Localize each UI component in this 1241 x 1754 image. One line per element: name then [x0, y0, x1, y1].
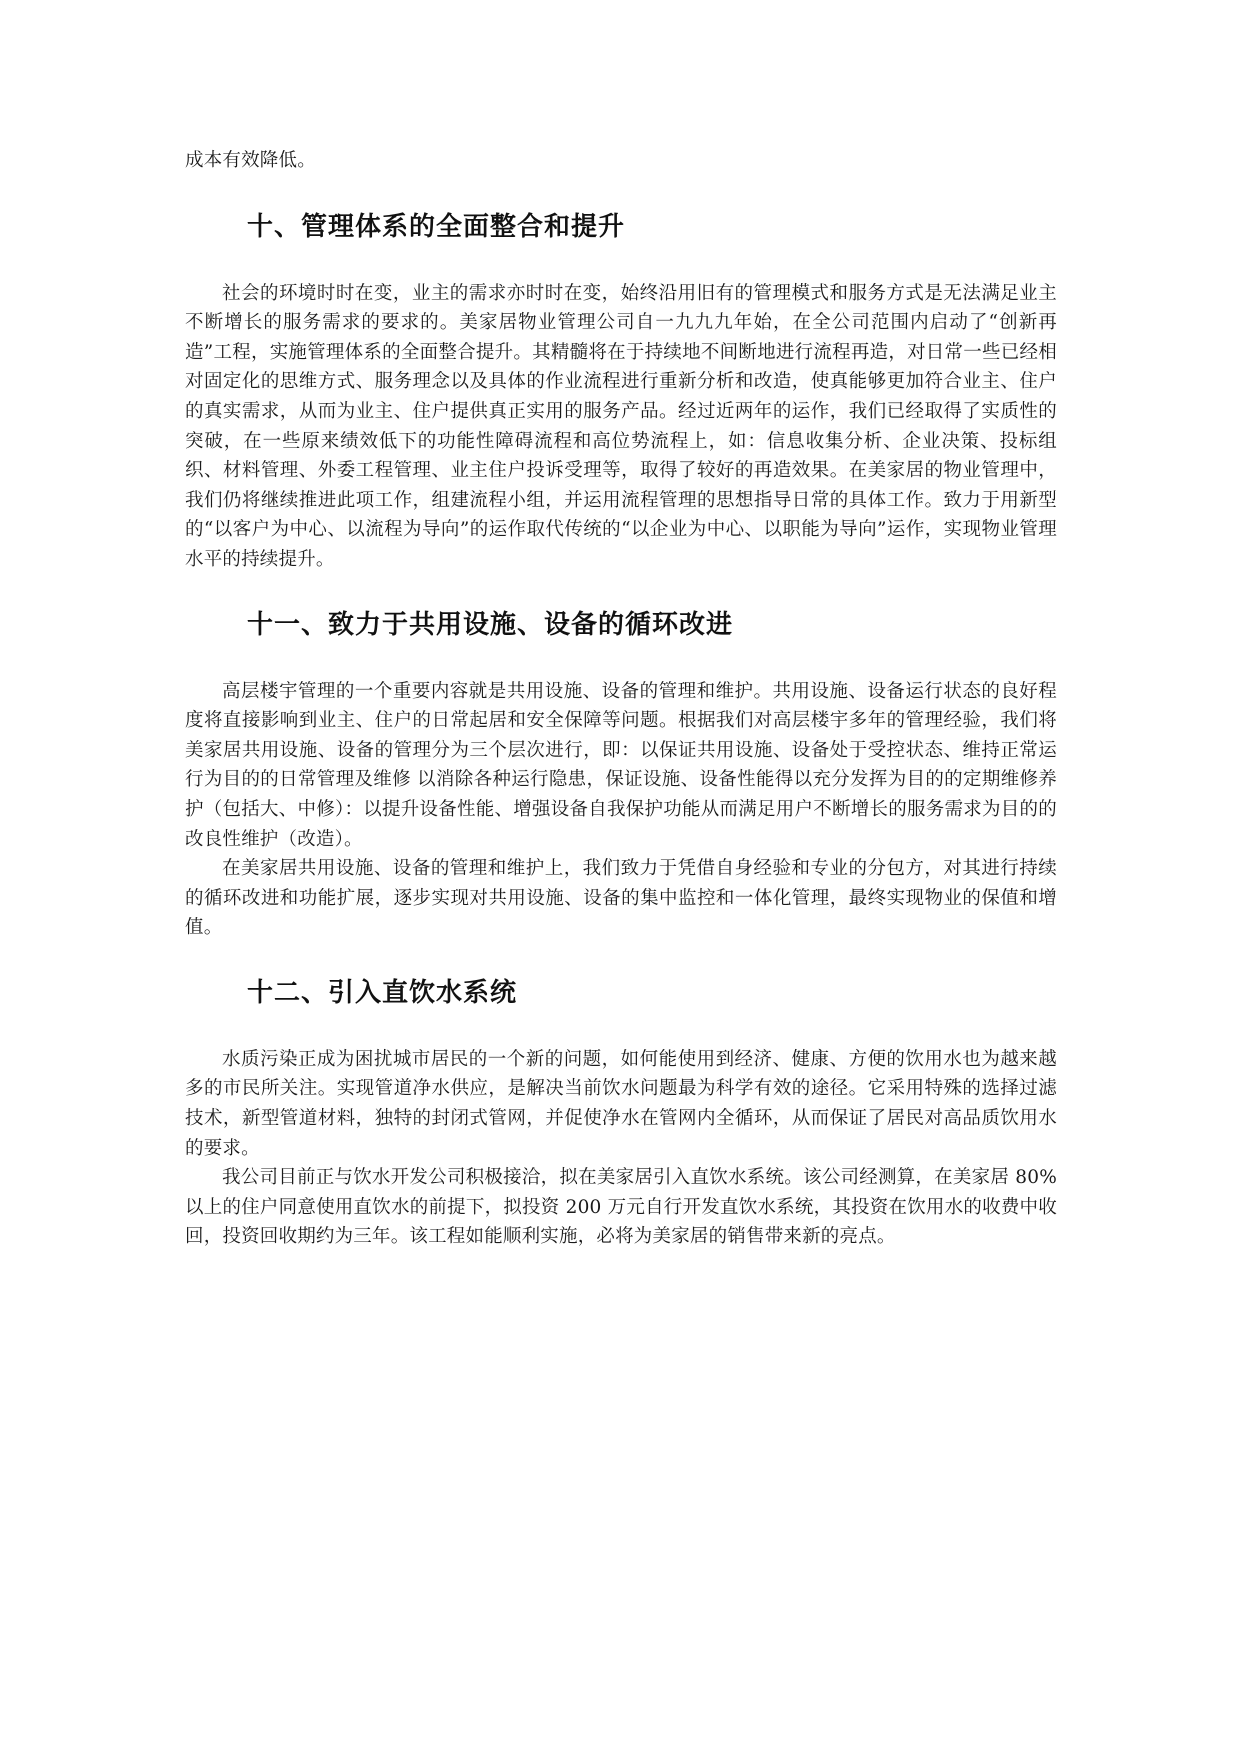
section-10-paragraph-1: 社会的环境时时在变，业主的需求亦时时在变，始终沿用旧有的管理模式和服务方式是无法满足业主不断增长的服务需求的要求的。美家居物业管理公司自一九九九年始，在全公司范围内启动了“创新再造”工程，实施管理体系的全面整合提升。其精髓将在于持续地不间断地进行流程再造，对日常一些已经相对固定化的思维方式、服务理念以及具体的作业流程进行重新分析和改造，使真能够更加符合业主、住户的真实需求，从而为业主、住户提供真正实用的服务产品。经过近两年的运作，我们已经取得了实质性的突破，在一些原来绩效低下的功能性障碍流程和高位势流程上，如：信息收集分析、企业决策、投标组织、材料管理、外委工程管理、业主住户投诉受理等，取得了较好的再造效果。在美家居的物业管理中，我们仍将继续推进此项工作，组建流程小组，并运用流程管理的思想指导日常的具体工作。致力于用新型的“以客户为中心、以流程为导向”的运作取代传统的“以企业为中心、以职能为导向”运作，实现物业管理水平的持续提升。: [185, 282, 1057, 570]
section-11-paragraph-2: 在美家居共用设施、设备的管理和维护上，我们致力于凭借自身经验和专业的分包方，对其进行持续的循环改进和功能扩展，逐步实现对共用设施、设备的集中监控和一体化管理，最终实现物业的保值和增值。: [185, 858, 1057, 939]
document-page: [185, 146, 1057, 1252]
section-12-paragraph-2: 我公司目前正与饮水开发公司积极接洽，拟在美家居引入直饮水系统。该公司经测算，在美家居 80%以上的住户同意使用直饮水的前提下，拟投资 200 万元自行开发直饮水系统，其投资在饮用水的收费中收回，投资回收期约为三年。该工程如能顺利实施，必将为美家居的销售带来新的亮点。: [185, 1167, 1057, 1248]
section-10-heading: 十、管理体系的全面整合和提升: [247, 211, 626, 242]
section-11-heading: 十一、致力于共用设施、设备的循环改进: [247, 609, 734, 640]
opening-fragment: 成本有效降低。: [185, 150, 316, 171]
section-12-heading: 十二、引入直饮水系统: [247, 977, 518, 1008]
section-12-paragraph-1: 水质污染正成为困扰城市居民的一个新的问题，如何能使用到经济、健康、方便的饮用水也为越来越多的市民所关注。实现管道净水供应，是解决当前饮水问题最为科学有效的途径。它采用特殊的选择过滤技术，新型管道材料，独特的封闭式管网，并促使净水在管网内全循环，从而保证了居民对高品质饮用水的要求。: [185, 1048, 1057, 1159]
section-11-paragraph-1: 高层楼宇管理的一个重要内容就是共用设施、设备的管理和维护。共用设施、设备运行状态的良好程度将直接影响到业主、住户的日常起居和安全保障等问题。根据我们对高层楼宇多年的管理经验，我们将美家居共用设施、设备的管理分为三个层次进行，即：以保证共用设施、设备处于受控状态、维持正常运行为目的的日常管理及维修 以消除各种运行隐患，保证设施、设备性能得以充分发挥为目的的定期维修养护（包括大、中修）：以提升设备性能、增强设备自我保护功能从而满足用户不断增长的服务需求为目的的改良性维护（改造）。: [185, 680, 1057, 850]
